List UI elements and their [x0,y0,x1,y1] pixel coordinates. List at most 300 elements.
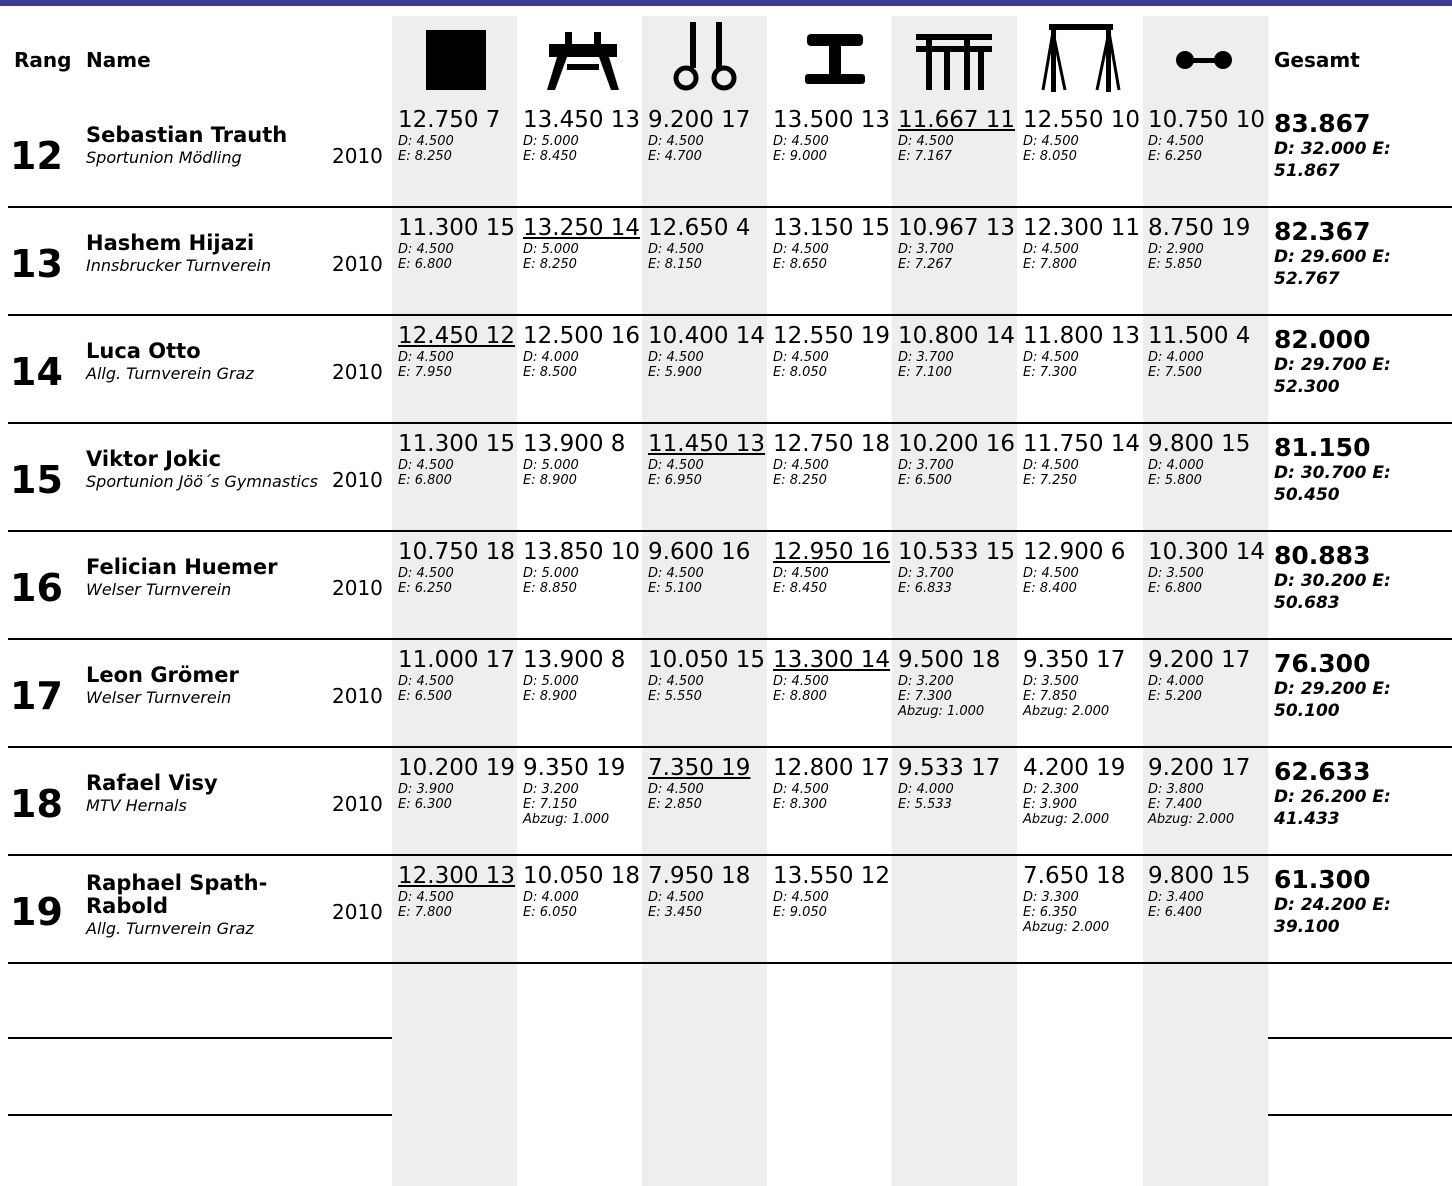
score-detail: Abzug: 2.000 [1023,704,1110,719]
total-value: 61.300 [1274,865,1371,894]
score-cell [773,862,893,920]
score-cell [523,430,643,488]
score-detail: D: 4.500 [1023,566,1079,581]
athlete-info [86,664,336,709]
score-detail: E: 7.850 [1023,689,1077,704]
score-value: 12.550 19 [773,323,891,349]
club-name: MTV Hernals [86,796,187,815]
score-detail: D: 4.500 [1023,350,1079,365]
score-cell [398,862,518,920]
score-detail: E: 5.800 [1148,473,1202,488]
total-value: 81.150 [1274,433,1371,462]
score-detail: E: 7.800 [1023,257,1077,272]
total-detail: D: 24.200 E: 39.100 [1274,895,1391,937]
score-value: 10.050 15 [648,647,766,673]
score-cell [773,754,893,812]
score-detail: D: 3.500 [1148,566,1204,581]
score-detail: D: 4.500 [398,674,454,689]
score-value: 7.950 18 [648,863,751,889]
score-detail: E: 6.950 [648,473,702,488]
score-detail: E: 7.100 [898,365,952,380]
athlete-name: Viktor Jokic [86,447,222,471]
table-row [8,208,1452,316]
score-value: 9.350 17 [1023,647,1126,673]
score-detail: D: 2.900 [1148,242,1204,257]
total-cell [1274,758,1452,830]
score-detail: E: 5.100 [648,581,702,596]
score-cell [1148,106,1268,164]
score-cell [1148,322,1268,380]
score-value: 10.300 14 [1148,539,1266,565]
score-detail: D: 4.500 [398,566,454,581]
table-row [8,532,1452,640]
score-detail: E: 8.400 [1023,581,1077,596]
score-detail: E: 8.250 [523,257,577,272]
score-cell [523,754,643,827]
total-value: 80.883 [1274,541,1371,570]
score-detail: Abzug: 1.000 [523,812,610,827]
score-detail: D: 3.700 [898,566,954,581]
parallel-bars-icon [914,20,994,92]
score-cell [1023,214,1143,272]
club-name: Welser Turnverein [86,580,232,599]
score-detail: D: 4.500 [773,566,829,581]
score-detail: D: 5.000 [523,458,579,473]
score-cell [773,106,893,164]
score-detail: D: 3.700 [898,458,954,473]
athlete-name: Rafael Visy [86,771,218,795]
table-row [8,100,1452,208]
score-detail: D: 4.500 [1023,458,1079,473]
score-value: 9.200 17 [648,107,751,133]
score-detail: D: 4.500 [648,350,704,365]
total-cell [1274,110,1452,182]
score-cell [648,322,768,380]
score-detail: E: 6.800 [1148,581,1202,596]
score-cell [898,322,1018,380]
score-detail: E: 7.267 [898,257,952,272]
score-detail: D: 4.500 [773,674,829,689]
total-value: 62.633 [1274,757,1371,786]
score-value: 9.533 17 [898,755,1001,781]
score-cell [523,646,643,704]
score-detail: E: 8.450 [773,581,827,596]
score-cell [1148,862,1268,920]
athlete-name: Felician Huemer [86,555,278,579]
club-name: Welser Turnverein [86,688,232,707]
athlete-info [86,872,336,940]
score-value: 7.650 18 [1023,863,1126,889]
table-row [8,640,1452,748]
score-detail: E: 6.800 [398,257,452,272]
score-detail: E: 6.400 [1148,905,1202,920]
score-detail: E: 7.800 [398,905,452,920]
score-detail: D: 4.500 [648,782,704,797]
score-detail: E: 8.050 [773,365,827,380]
score-detail: D: 4.000 [898,782,954,797]
rank-value: 13 [10,242,63,286]
row-separator [1268,1037,1452,1039]
score-value: 11.500 4 [1148,323,1251,349]
score-detail: E: 6.500 [398,689,452,704]
score-cell [1023,430,1143,488]
score-detail: D: 4.500 [648,890,704,905]
score-cell [773,214,893,272]
total-cell [1274,650,1452,722]
score-cell [648,862,768,920]
total-cell [1274,434,1452,506]
score-value: 10.050 18 [523,863,641,889]
score-detail: E: 5.850 [1148,257,1202,272]
club-name: Innsbrucker Turnverein [86,256,272,275]
score-detail: D: 3.400 [1148,890,1204,905]
score-detail: D: 4.500 [1148,134,1204,149]
score-detail: E: 4.700 [648,149,702,164]
score-detail: D: 4.000 [523,890,579,905]
score-detail: E: 5.200 [1148,689,1202,704]
score-cell [398,322,518,380]
rank-value: 17 [10,674,63,718]
birth-year: 2010 [332,792,383,816]
score-value: 12.550 10 [1023,107,1141,133]
score-detail: E: 8.250 [398,149,452,164]
club-name: Allg. Turnverein Graz [86,364,254,383]
rank-value: 18 [10,782,63,826]
score-value: 13.450 13 [523,107,641,133]
score-cell [398,430,518,488]
score-detail: E: 7.167 [898,149,952,164]
score-cell [898,538,1018,596]
club-name: Allg. Turnverein Graz [86,919,254,938]
score-detail: E: 6.800 [398,473,452,488]
score-detail: D: 4.500 [773,242,829,257]
score-detail: E: 7.300 [1023,365,1077,380]
total-detail: D: 30.200 E: 50.683 [1274,571,1391,613]
score-value: 11.300 15 [398,215,516,241]
score-detail: D: 3.800 [1148,782,1204,797]
score-value: 10.200 19 [398,755,516,781]
score-cell [773,430,893,488]
total-detail: D: 30.700 E: 50.450 [1274,463,1391,505]
score-detail: E: 5.900 [648,365,702,380]
score-detail: D: 4.500 [773,782,829,797]
score-cell [648,430,768,488]
score-detail: D: 4.500 [1023,134,1079,149]
score-detail: D: 5.000 [523,242,579,257]
score-cell [773,538,893,596]
score-detail: E: 3.900 [1023,797,1077,812]
total-detail: D: 29.700 E: 52.300 [1274,355,1391,397]
total-value: 83.867 [1274,109,1371,138]
total-cell [1274,866,1452,938]
score-value: 11.300 15 [398,431,516,457]
score-detail: D: 4.000 [523,350,579,365]
score-detail: Abzug: 2.000 [1148,812,1235,827]
score-detail: E: 8.250 [773,473,827,488]
score-cell [1148,430,1268,488]
athlete-name: Hashem Hijazi [86,231,255,255]
rank-value: 19 [10,890,63,934]
score-detail: D: 5.000 [523,134,579,149]
score-detail: E: 8.850 [523,581,577,596]
birth-year: 2010 [332,468,383,492]
score-detail: E: 7.950 [398,365,452,380]
score-value: 10.750 18 [398,539,516,565]
score-detail: E: 8.300 [773,797,827,812]
score-cell [773,322,893,380]
header-gesamt: Gesamt [1274,48,1360,72]
score-detail: D: 4.500 [398,134,454,149]
score-cell [523,106,643,164]
athlete-info [86,556,336,601]
score-detail: D: 4.500 [398,242,454,257]
score-value: 12.800 17 [773,755,891,781]
total-cell [1274,326,1452,398]
score-detail: D: 4.500 [773,350,829,365]
score-detail: D: 4.500 [773,890,829,905]
score-detail: E: 6.250 [1148,149,1202,164]
birth-year: 2010 [332,360,383,384]
rank-value: 16 [10,566,63,610]
score-detail: Abzug: 2.000 [1023,920,1110,935]
score-cell [648,106,768,164]
score-detail: D: 4.500 [1023,242,1079,257]
athlete-name: Raphael Spath-Rabold [86,871,268,918]
score-value: 9.200 17 [1148,755,1251,781]
score-cell [1148,538,1268,596]
pommel-horse-icon [543,20,623,92]
score-value: 4.200 19 [1023,755,1126,781]
score-detail: D: 3.700 [898,242,954,257]
score-value: 12.450 12 [398,323,516,349]
athlete-info [86,340,336,385]
total-detail: D: 29.600 E: 52.767 [1274,247,1391,289]
score-value: 12.750 7 [398,107,501,133]
total-value: 82.000 [1274,325,1371,354]
score-detail: D: 5.000 [523,566,579,581]
score-value: 13.900 8 [523,431,626,457]
score-detail: E: 6.300 [398,797,452,812]
score-detail: D: 4.500 [773,458,829,473]
score-value: 10.400 14 [648,323,766,349]
score-detail: D: 4.500 [648,566,704,581]
score-detail: E: 8.450 [523,149,577,164]
score-detail: D: 3.900 [398,782,454,797]
score-value: 13.850 10 [523,539,641,565]
score-value: 12.500 16 [523,323,641,349]
score-detail: D: 2.300 [1023,782,1079,797]
total-value: 76.300 [1274,649,1371,678]
score-detail: E: 8.050 [1023,149,1077,164]
score-detail: D: 4.500 [398,350,454,365]
score-detail: E: 8.500 [523,365,577,380]
total-cell [1274,542,1452,614]
total-value: 82.367 [1274,217,1371,246]
score-detail: Abzug: 2.000 [1023,812,1110,827]
table-row [8,424,1452,532]
score-cell [898,646,1018,719]
score-value: 13.250 14 [523,215,641,241]
score-value: 10.200 16 [898,431,1016,457]
header-rang: Rang [14,48,72,72]
score-detail: E: 8.900 [523,689,577,704]
score-detail: E: 6.833 [898,581,952,596]
score-value: 10.533 15 [898,539,1016,565]
score-value: 9.200 17 [1148,647,1251,673]
score-cell [1023,646,1143,719]
birth-year: 2010 [332,144,383,168]
score-detail: Abzug: 1.000 [898,704,985,719]
score-value: 11.450 13 [648,431,766,457]
score-value: 13.150 15 [773,215,891,241]
rank-value: 14 [10,350,63,394]
score-cell [1023,862,1143,935]
score-detail: E: 5.533 [898,797,952,812]
score-cell [898,106,1018,164]
score-cell [1023,322,1143,380]
score-value: 11.800 13 [1023,323,1141,349]
athlete-info [86,124,336,169]
score-detail: E: 5.550 [648,689,702,704]
floor-icon [416,20,496,92]
score-value: 11.667 11 [898,107,1016,133]
score-cell [898,754,1018,812]
score-value: 9.800 15 [1148,431,1251,457]
score-value: 13.900 8 [523,647,626,673]
total-detail: D: 29.200 E: 50.100 [1274,679,1391,721]
score-value: 11.750 14 [1023,431,1141,457]
table-row [8,316,1452,424]
athlete-name: Luca Otto [86,339,201,363]
score-detail: E: 6.250 [398,581,452,596]
athlete-info [86,448,336,493]
score-cell [1023,538,1143,596]
score-detail: D: 5.000 [523,674,579,689]
rank-value: 15 [10,458,63,502]
score-cell [1023,106,1143,164]
score-detail: D: 4.500 [898,134,954,149]
score-value: 12.900 6 [1023,539,1126,565]
score-value: 9.500 18 [898,647,1001,673]
score-cell [1148,754,1268,827]
score-detail: E: 6.050 [523,905,577,920]
score-value: 12.650 4 [648,215,751,241]
score-detail: E: 6.350 [1023,905,1077,920]
row-separator [8,962,1452,964]
club-name: Sportunion Jöö´s Gymnastics [86,472,318,491]
rings-icon [666,20,746,92]
score-detail: D: 4.500 [773,134,829,149]
total-cell [1274,218,1452,290]
header-name: Name [86,48,151,72]
score-cell [773,646,893,704]
table-row [8,856,1452,964]
score-value: 12.300 13 [398,863,516,889]
score-detail: D: 4.000 [1148,458,1204,473]
score-detail: D: 4.500 [398,890,454,905]
table-row [8,748,1452,856]
score-cell [523,862,643,920]
vault-icon [795,20,875,92]
score-cell [648,538,768,596]
score-value: 9.800 15 [1148,863,1251,889]
score-value: 13.550 12 [773,863,891,889]
score-detail: D: 3.300 [1023,890,1079,905]
total-detail: D: 32.000 E: 51.867 [1274,139,1391,181]
score-detail: E: 7.150 [523,797,577,812]
total-detail: D: 26.200 E: 41.433 [1274,787,1391,829]
score-cell [398,538,518,596]
athlete-info [86,232,336,277]
birth-year: 2010 [332,576,383,600]
score-detail: D: 4.500 [648,458,704,473]
score-detail: E: 7.400 [1148,797,1202,812]
score-detail: D: 4.000 [1148,674,1204,689]
score-value: 11.000 17 [398,647,516,673]
score-cell [523,538,643,596]
birth-year: 2010 [332,252,383,276]
top-bar [0,0,1452,6]
score-cell [1148,646,1268,704]
score-cell [898,430,1018,488]
score-cell [648,646,768,704]
score-cell [1148,214,1268,272]
score-detail: D: 3.200 [898,674,954,689]
score-value: 10.967 13 [898,215,1016,241]
score-cell [523,322,643,380]
score-detail: E: 9.000 [773,149,827,164]
score-detail: E: 8.900 [523,473,577,488]
score-cell [648,754,768,812]
score-detail: D: 3.500 [1023,674,1079,689]
score-detail: E: 7.250 [1023,473,1077,488]
score-detail: D: 4.000 [1148,350,1204,365]
score-detail: E: 3.450 [648,905,702,920]
score-value: 9.350 19 [523,755,626,781]
row-separator [8,1037,392,1039]
score-cell [398,646,518,704]
score-detail: E: 7.500 [1148,365,1202,380]
score-detail: D: 4.500 [398,458,454,473]
score-value: 12.300 11 [1023,215,1141,241]
score-detail: E: 7.300 [898,689,952,704]
score-value: 10.800 14 [898,323,1016,349]
score-detail: D: 4.500 [648,134,704,149]
row-separator [1268,1114,1452,1116]
rank-value: 12 [10,134,63,178]
score-cell [648,214,768,272]
score-cell [523,214,643,272]
score-cell [398,754,518,812]
athlete-name: Leon Grömer [86,663,239,687]
score-value: 13.300 14 [773,647,891,673]
score-value: 12.950 16 [773,539,891,565]
score-detail: D: 4.500 [648,242,704,257]
score-detail: D: 4.500 [648,674,704,689]
score-detail: E: 8.650 [773,257,827,272]
score-value: 8.750 19 [1148,215,1251,241]
score-detail: D: 3.200 [523,782,579,797]
score-detail: E: 8.150 [648,257,702,272]
score-value: 12.750 18 [773,431,891,457]
mushroom-icon [1165,20,1245,92]
row-separator [8,1114,392,1116]
score-cell [898,214,1018,272]
score-cell [1023,754,1143,827]
score-detail: E: 8.800 [773,689,827,704]
high-bar-icon [1041,20,1121,92]
score-detail: E: 9.050 [773,905,827,920]
